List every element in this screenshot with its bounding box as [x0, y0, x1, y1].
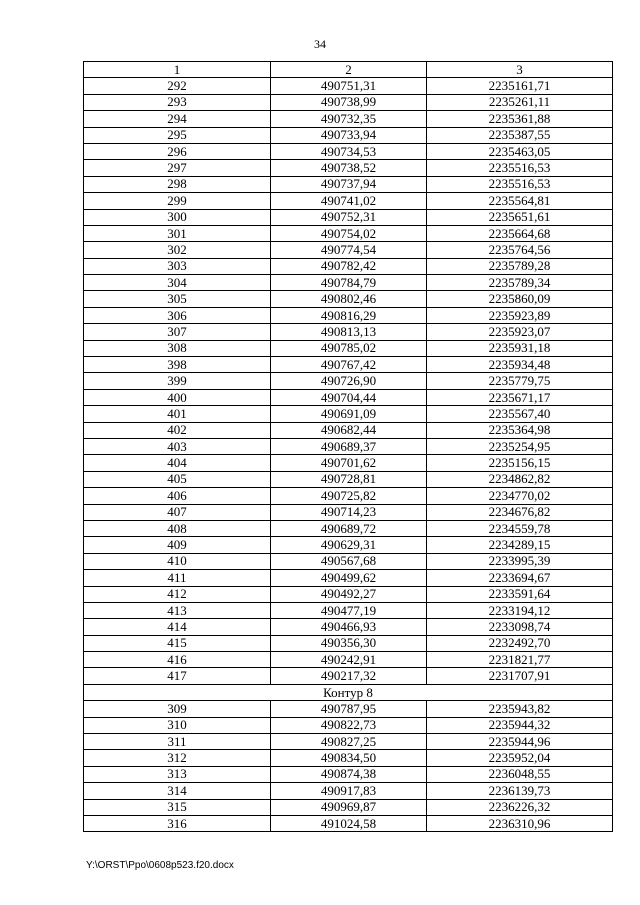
- column-header-1: 1: [84, 62, 271, 78]
- y-coordinate-cell: 2235779,75: [427, 373, 613, 389]
- point-number-cell: 298: [84, 176, 271, 192]
- y-coordinate-cell: 2235161,71: [427, 78, 613, 94]
- table-row: [84, 209, 613, 225]
- y-coordinate-cell: 2234770,02: [427, 488, 613, 504]
- y-coordinate-cell: 2235923,89: [427, 307, 613, 323]
- table-row: [84, 242, 613, 258]
- point-number-cell: 304: [84, 275, 271, 291]
- table-row: [84, 570, 613, 586]
- x-coordinate-cell: 490969,87: [271, 799, 427, 815]
- table-row: [84, 783, 613, 799]
- point-number-cell: 405: [84, 471, 271, 487]
- point-number-cell: 311: [84, 734, 271, 750]
- point-number-cell: 301: [84, 225, 271, 241]
- y-coordinate-cell: 2234289,15: [427, 537, 613, 553]
- table-row: [84, 455, 613, 471]
- x-coordinate-cell: 490782,42: [271, 258, 427, 274]
- table-row: [84, 799, 613, 815]
- table-row: [84, 635, 613, 651]
- x-coordinate-cell: 490629,31: [271, 537, 427, 553]
- x-coordinate-cell: 490701,62: [271, 455, 427, 471]
- y-coordinate-cell: 2235567,40: [427, 406, 613, 422]
- x-coordinate-cell: 490816,29: [271, 307, 427, 323]
- y-coordinate-cell: 2236226,32: [427, 799, 613, 815]
- table-row: [84, 520, 613, 536]
- x-coordinate-cell: 490754,02: [271, 225, 427, 241]
- column-header-2: 2: [271, 62, 427, 78]
- x-coordinate-cell: 490242,91: [271, 652, 427, 668]
- table-row: [84, 553, 613, 569]
- point-number-cell: 300: [84, 209, 271, 225]
- point-number-cell: 306: [84, 307, 271, 323]
- point-number-cell: 297: [84, 160, 271, 176]
- y-coordinate-cell: 2236139,73: [427, 783, 613, 799]
- x-coordinate-cell: 490499,62: [271, 570, 427, 586]
- table-row: [84, 193, 613, 209]
- point-number-cell: 417: [84, 668, 271, 684]
- table-row: [84, 143, 613, 159]
- point-number-cell: 316: [84, 815, 271, 831]
- point-number-cell: 404: [84, 455, 271, 471]
- x-coordinate-cell: 490492,27: [271, 586, 427, 602]
- table-row: [84, 422, 613, 438]
- point-number-cell: 312: [84, 750, 271, 766]
- x-coordinate-cell: 490834,50: [271, 750, 427, 766]
- point-number-cell: 401: [84, 406, 271, 422]
- y-coordinate-cell: 2235952,04: [427, 750, 613, 766]
- x-coordinate-cell: 490714,23: [271, 504, 427, 520]
- point-number-cell: 410: [84, 553, 271, 569]
- x-coordinate-cell: 490728,81: [271, 471, 427, 487]
- y-coordinate-cell: 2235943,82: [427, 701, 613, 717]
- y-coordinate-cell: 2235564,81: [427, 193, 613, 209]
- x-coordinate-cell: 490567,68: [271, 553, 427, 569]
- x-coordinate-cell: 490774,54: [271, 242, 427, 258]
- section-row: [84, 684, 613, 700]
- footer-file-path: Y:\ORST\Ppo\0608p523.f20.docx: [86, 860, 234, 871]
- table-row: [84, 275, 613, 291]
- table-row: [84, 258, 613, 274]
- x-coordinate-cell: 490733,94: [271, 127, 427, 143]
- point-number-cell: 407: [84, 504, 271, 520]
- y-coordinate-cell: 2233591,64: [427, 586, 613, 602]
- point-number-cell: 310: [84, 717, 271, 733]
- table-row: [84, 717, 613, 733]
- x-coordinate-cell: 490752,31: [271, 209, 427, 225]
- x-coordinate-cell: 490734,53: [271, 143, 427, 159]
- point-number-cell: 295: [84, 127, 271, 143]
- y-coordinate-cell: 2235944,96: [427, 734, 613, 750]
- y-coordinate-cell: 2235261,11: [427, 94, 613, 110]
- x-coordinate-cell: 490874,38: [271, 766, 427, 782]
- y-coordinate-cell: 2235934,48: [427, 357, 613, 373]
- x-coordinate-cell: 490682,44: [271, 422, 427, 438]
- table-header-row: [84, 62, 613, 78]
- table-row: [84, 324, 613, 340]
- point-number-cell: 408: [84, 520, 271, 536]
- x-coordinate-cell: 490356,30: [271, 635, 427, 651]
- x-coordinate-cell: 490725,82: [271, 488, 427, 504]
- y-coordinate-cell: 2233194,12: [427, 602, 613, 618]
- page-number: 34: [314, 37, 326, 51]
- point-number-cell: 305: [84, 291, 271, 307]
- x-coordinate-cell: 490732,35: [271, 111, 427, 127]
- x-coordinate-cell: 490785,02: [271, 340, 427, 356]
- x-coordinate-cell: 490477,19: [271, 602, 427, 618]
- point-number-cell: 309: [84, 701, 271, 717]
- x-coordinate-cell: 490784,79: [271, 275, 427, 291]
- table-row: [84, 701, 613, 717]
- point-number-cell: 413: [84, 602, 271, 618]
- table-row: [84, 619, 613, 635]
- table-row: [84, 734, 613, 750]
- table-row: [84, 406, 613, 422]
- x-coordinate-cell: 490767,42: [271, 357, 427, 373]
- y-coordinate-cell: 2235387,55: [427, 127, 613, 143]
- y-coordinate-cell: 2235664,68: [427, 225, 613, 241]
- y-coordinate-cell: 2235463,05: [427, 143, 613, 159]
- y-coordinate-cell: 2231707,91: [427, 668, 613, 684]
- x-coordinate-cell: 490738,52: [271, 160, 427, 176]
- point-number-cell: 412: [84, 586, 271, 602]
- table-row: [84, 815, 613, 831]
- x-coordinate-cell: 490689,72: [271, 520, 427, 536]
- x-coordinate-cell: 491024,58: [271, 815, 427, 831]
- y-coordinate-cell: 2234559,78: [427, 520, 613, 536]
- table-row: [84, 766, 613, 782]
- y-coordinate-cell: 2233694,67: [427, 570, 613, 586]
- table-row: [84, 602, 613, 618]
- section-label: Контур 8: [84, 684, 613, 700]
- table-row: [84, 127, 613, 143]
- point-number-cell: 307: [84, 324, 271, 340]
- table-row: [84, 586, 613, 602]
- table-row: [84, 750, 613, 766]
- table-row: [84, 488, 613, 504]
- x-coordinate-cell: 490741,02: [271, 193, 427, 209]
- y-coordinate-cell: 2235764,56: [427, 242, 613, 258]
- point-number-cell: 293: [84, 94, 271, 110]
- table-row: [84, 471, 613, 487]
- x-coordinate-cell: 490917,83: [271, 783, 427, 799]
- table-row: [84, 160, 613, 176]
- table-row: [84, 357, 613, 373]
- y-coordinate-cell: 2235671,17: [427, 389, 613, 405]
- x-coordinate-cell: 490802,46: [271, 291, 427, 307]
- point-number-cell: 416: [84, 652, 271, 668]
- y-coordinate-cell: 2235254,95: [427, 438, 613, 454]
- y-coordinate-cell: 2235516,53: [427, 176, 613, 192]
- x-coordinate-cell: 490217,32: [271, 668, 427, 684]
- point-number-cell: 398: [84, 357, 271, 373]
- y-coordinate-cell: 2235860,09: [427, 291, 613, 307]
- y-coordinate-cell: 2236048,55: [427, 766, 613, 782]
- table-row: [84, 389, 613, 405]
- point-number-cell: 400: [84, 389, 271, 405]
- point-number-cell: 308: [84, 340, 271, 356]
- table-row: [84, 652, 613, 668]
- x-coordinate-cell: 490738,99: [271, 94, 427, 110]
- x-coordinate-cell: 490466,93: [271, 619, 427, 635]
- point-number-cell: 315: [84, 799, 271, 815]
- table-row: [84, 94, 613, 110]
- table-row: [84, 668, 613, 684]
- point-number-cell: 294: [84, 111, 271, 127]
- x-coordinate-cell: 490813,13: [271, 324, 427, 340]
- point-number-cell: 303: [84, 258, 271, 274]
- table-row: [84, 438, 613, 454]
- point-number-cell: 313: [84, 766, 271, 782]
- table-row: [84, 176, 613, 192]
- table-row: [84, 307, 613, 323]
- x-coordinate-cell: 490822,73: [271, 717, 427, 733]
- table-row: [84, 340, 613, 356]
- point-number-cell: 402: [84, 422, 271, 438]
- x-coordinate-cell: 490689,37: [271, 438, 427, 454]
- y-coordinate-cell: 2235361,88: [427, 111, 613, 127]
- coordinates-table-body: [84, 62, 613, 832]
- table-row: [84, 504, 613, 520]
- y-coordinate-cell: 2235944,32: [427, 717, 613, 733]
- y-coordinate-cell: 2235516,53: [427, 160, 613, 176]
- point-number-cell: 314: [84, 783, 271, 799]
- point-number-cell: 406: [84, 488, 271, 504]
- y-coordinate-cell: 2235931,18: [427, 340, 613, 356]
- point-number-cell: 302: [84, 242, 271, 258]
- point-number-cell: 414: [84, 619, 271, 635]
- y-coordinate-cell: 2232492,70: [427, 635, 613, 651]
- y-coordinate-cell: 2235364,98: [427, 422, 613, 438]
- y-coordinate-cell: 2234862,82: [427, 471, 613, 487]
- table-row: [84, 537, 613, 553]
- y-coordinate-cell: 2235789,34: [427, 275, 613, 291]
- table-row: [84, 78, 613, 94]
- x-coordinate-cell: 490787,95: [271, 701, 427, 717]
- table-row: [84, 225, 613, 241]
- x-coordinate-cell: 490704,44: [271, 389, 427, 405]
- y-coordinate-cell: 2235923,07: [427, 324, 613, 340]
- point-number-cell: 296: [84, 143, 271, 159]
- table-row: [84, 111, 613, 127]
- table-row: [84, 291, 613, 307]
- point-number-cell: 409: [84, 537, 271, 553]
- point-number-cell: 411: [84, 570, 271, 586]
- y-coordinate-cell: 2235156,15: [427, 455, 613, 471]
- x-coordinate-cell: 490737,94: [271, 176, 427, 192]
- y-coordinate-cell: 2233098,74: [427, 619, 613, 635]
- point-number-cell: 403: [84, 438, 271, 454]
- y-coordinate-cell: 2234676,82: [427, 504, 613, 520]
- x-coordinate-cell: 490751,31: [271, 78, 427, 94]
- x-coordinate-cell: 490827,25: [271, 734, 427, 750]
- y-coordinate-cell: 2231821,77: [427, 652, 613, 668]
- y-coordinate-cell: 2235789,28: [427, 258, 613, 274]
- column-header-3: 3: [427, 62, 613, 78]
- coordinates-table: [83, 61, 613, 832]
- y-coordinate-cell: 2233995,39: [427, 553, 613, 569]
- point-number-cell: 399: [84, 373, 271, 389]
- y-coordinate-cell: 2235651,61: [427, 209, 613, 225]
- point-number-cell: 292: [84, 78, 271, 94]
- table-row: [84, 373, 613, 389]
- y-coordinate-cell: 2236310,96: [427, 815, 613, 831]
- point-number-cell: 415: [84, 635, 271, 651]
- point-number-cell: 299: [84, 193, 271, 209]
- x-coordinate-cell: 490726,90: [271, 373, 427, 389]
- x-coordinate-cell: 490691,09: [271, 406, 427, 422]
